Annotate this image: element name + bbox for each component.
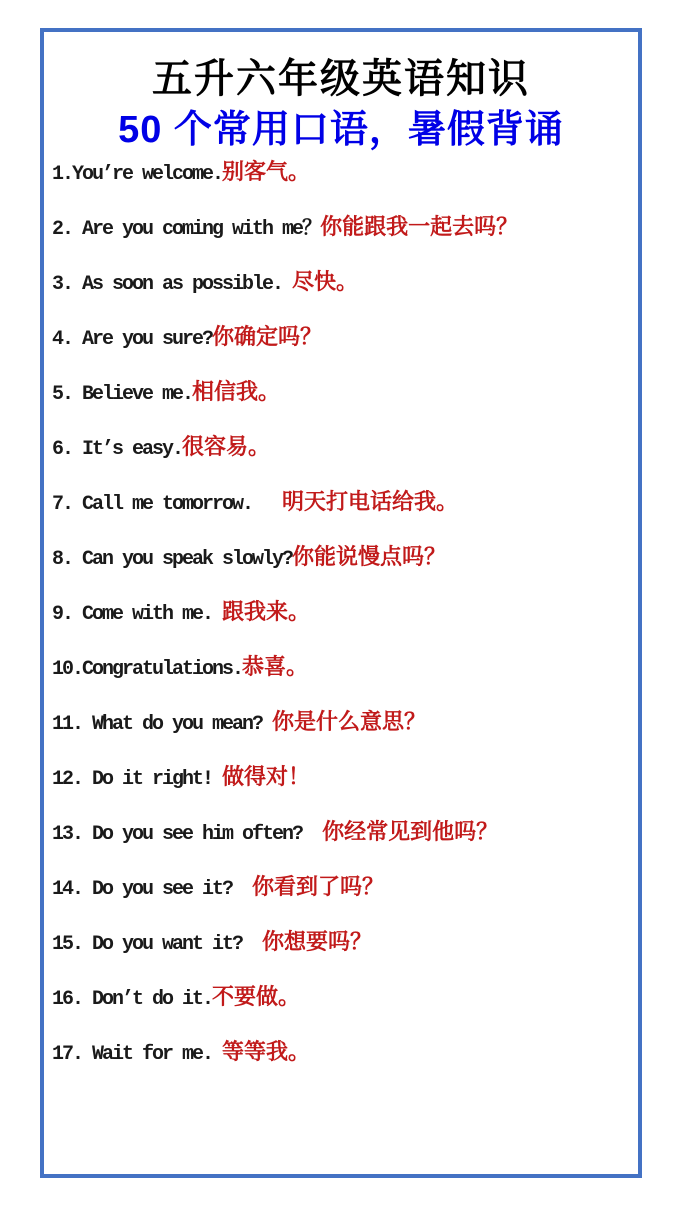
phrase-chinese-translation: 恭喜。 [242,654,309,679]
phrase-row-17 [44,1024,638,1079]
phrase-chinese-translation: 相信我。 [192,379,281,404]
page-subtitle: 50 个常用口语，暑假背诵 [118,109,564,151]
phrase-english: 8. Can you speak slowly? [52,548,293,571]
phrase-chinese-translation: 等等我。 [222,1039,311,1064]
phrase-row-6 [44,419,638,474]
phrase-row-7 [44,474,638,529]
phrase-chinese-translation: 不要做。 [212,984,301,1009]
phrase-row-11 [44,694,638,749]
phrase-row-10 [44,639,638,694]
phrase-english: 16. Don’t do it. [52,988,213,1011]
phrase-chinese-translation: 你能跟我一起去吗？ [320,214,519,239]
page-title: 五升六年级英语知识 [152,57,530,101]
phrase-english: 2. Are you coming with me？ [52,218,321,241]
phrase-chinese-translation: 很容易。 [182,434,271,459]
phrase-row-15 [44,914,638,969]
phrase-row-3 [44,254,638,309]
phrase-english: 12. Do it right! [52,768,223,791]
phrase-english: 15. Do you want it? [52,933,263,956]
phrase-english: 7. Call me tomorrow. [52,493,283,516]
phrase-chinese-translation: 你看到了吗？ [252,874,385,899]
phrase-english: 6. It’s easy. [52,438,183,461]
phrase-row-5 [44,364,638,419]
phrase-english: 11. What do you mean? [52,713,273,736]
phrase-chinese-translation: 明天打电话给我。 [282,489,459,514]
phrase-english: 3. As soon as possible. [52,273,293,296]
phrase-row-13 [44,804,638,859]
document-border-frame [40,28,642,1178]
phrase-english: 17. Wait for me. [52,1043,223,1066]
phrase-chinese-translation: 尽快。 [292,269,359,294]
phrase-row-4 [44,309,638,364]
phrase-english: 14. Do you see it? [52,878,253,901]
phrase-english: 9. Come with me. [52,603,223,626]
phrase-chinese-translation: 跟我来。 [222,599,311,624]
phrase-row-16 [44,969,638,1024]
phrase-english: 5. Believe me. [52,383,193,406]
phrase-row-14 [44,859,638,914]
phrase-row-9 [44,584,638,639]
phrase-chinese-translation: 做得对！ [222,764,311,789]
phrase-english: 4. Are you sure? [52,328,213,351]
phrase-row-12 [44,749,638,804]
phrase-list [44,144,638,1079]
phrase-chinese-translation: 你是什么意思？ [272,709,427,734]
phrase-chinese-translation: 别客气。 [222,159,311,184]
phrase-chinese-translation: 你确定吗？ [212,324,323,349]
phrase-chinese-translation: 你想要吗？ [262,929,373,954]
phrase-english: 13. Do you see him often? [52,823,323,846]
phrase-row-8 [44,529,638,584]
phrase-row-2 [44,199,638,254]
phrase-english: 1.You’re welcome. [52,163,223,186]
phrase-chinese-translation: 你经常见到他吗？ [322,819,499,844]
phrase-english: 10.Congratulations. [52,658,243,681]
phrase-chinese-translation: 你能说慢点吗？ [292,544,447,569]
